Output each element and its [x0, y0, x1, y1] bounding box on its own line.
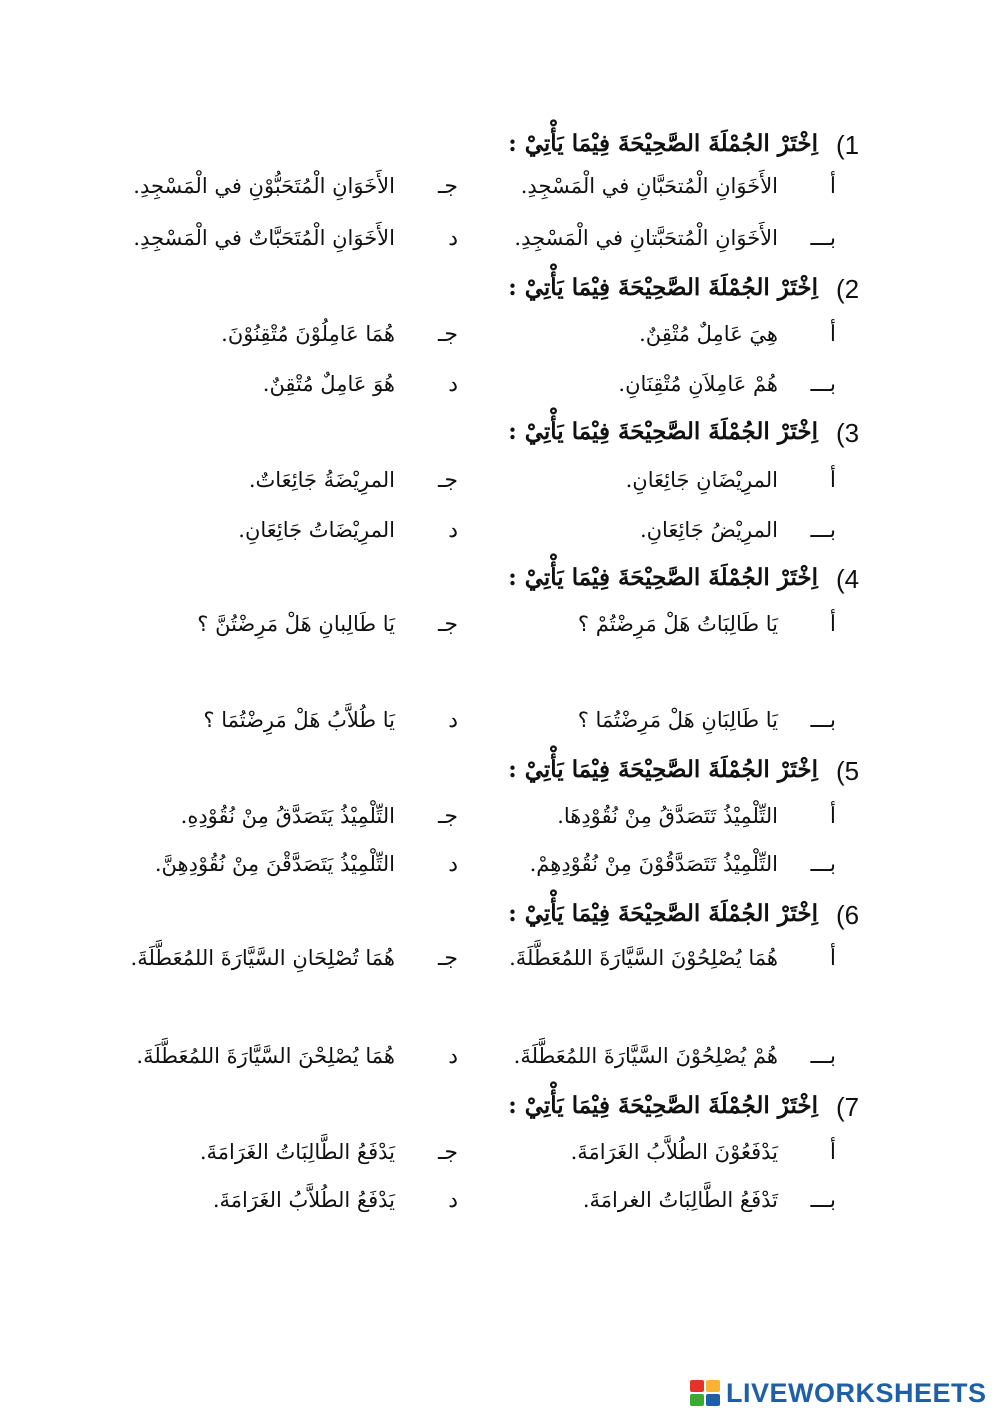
option-a-text[interactable]: المرِيْضَانِ جَائِعَانِ.	[625, 468, 778, 492]
option-c-text[interactable]: يَا طَالِبانِ هَلْ مَرِضْتُنَّ ؟	[197, 612, 395, 636]
option-d-letter: د	[448, 708, 458, 733]
option-a-text[interactable]: الأَخَوَانِ الْمُتحَبَّانِ في الْمَسْجِدِ.	[520, 174, 778, 198]
option-b-letter: بـــ	[810, 518, 836, 543]
option-d-text[interactable]: هُمَا يُصْلِحْنَ السَّيَّارَةَ اللمُعَطَّلَةَ.	[136, 1044, 395, 1068]
question-instruction: اِخْتَرْ الجُمْلَةَ الصَّحِيْحَةَ فِيْمَا يَأْتِيْ :	[508, 900, 818, 927]
question-instruction: اِخْتَرْ الجُمْلَةَ الصَّحِيْحَةَ فِيْمَا يَأْتِيْ :	[508, 756, 818, 783]
question-instruction: اِخْتَرْ الجُمْلَةَ الصَّحِيْحَةَ فِيْمَا يَأْتِيْ :	[508, 1092, 818, 1119]
option-b-text[interactable]: المرِيْضُ جَائِعَانِ.	[639, 518, 778, 542]
option-a-letter: أ	[829, 174, 836, 199]
option-c-letter: جـ	[437, 174, 458, 199]
option-c-text[interactable]: هُمَا تُصْلِحَانِ السَّيَّارَةَ اللمُعَطَّلَةَ.	[130, 946, 395, 970]
question-5-row-2	[0, 848, 1000, 888]
option-b-letter: بـــ	[810, 226, 836, 251]
option-a-letter: أ	[829, 612, 836, 637]
question-2-row-2	[0, 368, 1000, 408]
option-a-letter: أ	[829, 1140, 836, 1165]
question-number: (7	[836, 1092, 860, 1122]
option-a-letter: أ	[829, 322, 836, 347]
option-d-letter: د	[448, 372, 458, 397]
brand-name: LIVEWORKSHEETS	[726, 1377, 987, 1408]
option-b-text[interactable]: هُمْ يُصْلِحُوْنَ السَّيَّارَةَ اللمُعَطَّلَةَ.	[513, 1044, 778, 1068]
logo-square-blue	[706, 1394, 720, 1406]
question-5-row-1	[0, 800, 1000, 840]
option-c-text[interactable]: يَدْفَعُ الطَّالِبَاتُ الغَرَامَةَ.	[199, 1140, 395, 1164]
question-6-header	[0, 896, 1000, 936]
option-d-text[interactable]: يَا طُلاَّبُ هَلْ مَرِضْتُمَا ؟	[203, 708, 395, 732]
option-d-text[interactable]: هُوَ عَامِلٌ مُتْقِنٌ.	[262, 372, 395, 396]
liveworksheets-logo-icon	[690, 1380, 720, 1406]
question-number: (3	[836, 418, 860, 448]
option-d-letter: د	[448, 518, 458, 543]
option-c-letter: جـ	[437, 322, 458, 347]
liveworksheets-logo	[690, 1378, 987, 1408]
option-c-letter: جـ	[437, 804, 458, 829]
question-7-header	[0, 1088, 1000, 1128]
question-1-header	[0, 126, 1000, 166]
question-2-row-1	[0, 318, 1000, 358]
option-b-letter: بـــ	[810, 1044, 836, 1069]
option-c-letter: جـ	[437, 468, 458, 493]
option-d-text[interactable]: يَدْفَعُ الطُلاَّبُ الغَرَامَةَ.	[212, 1188, 395, 1212]
question-4-row-1	[0, 608, 1000, 648]
option-c-text[interactable]: الأَخَوَانِ الْمُتَحَبُّوْنِ في الْمَسْجِدِ.	[133, 174, 395, 198]
option-b-letter: بـــ	[810, 852, 836, 877]
question-3-row-1	[0, 464, 1000, 504]
question-instruction: اِخْتَرْ الجُمْلَةَ الصَّحِيْحَةَ فِيْمَا يَأْتِيْ :	[508, 130, 818, 157]
question-7-row-1	[0, 1136, 1000, 1176]
question-number: (4	[836, 564, 860, 594]
option-b-letter: بـــ	[810, 372, 836, 397]
option-c-letter: جـ	[437, 1140, 458, 1165]
question-1-row-1	[0, 170, 1000, 210]
option-d-letter: د	[448, 226, 458, 251]
question-number: (1	[836, 130, 860, 160]
option-d-letter: د	[448, 1188, 458, 1213]
option-b-text[interactable]: الأَخَوَانِ الْمُتحَبَّتانِ في الْمَسْجِدِ.	[514, 226, 778, 250]
logo-square-yellow	[706, 1380, 720, 1392]
logo-square-green	[690, 1394, 704, 1406]
option-b-text[interactable]: تَدْفَعُ الطَّالِبَاتُ الغرامَةَ.	[582, 1188, 778, 1212]
option-a-text[interactable]: التِّلْمِيْذُ تَتَصَدَّقُ مِنْ نُقُوْدِهَا.	[557, 804, 778, 828]
option-b-text[interactable]: التِّلْمِيْذُ تَتَصَدَّقُوْنَ مِنْ نُقُوْدِهِمْ.	[529, 852, 778, 876]
question-6-row-1	[0, 942, 1000, 982]
question-1-row-2	[0, 222, 1000, 262]
question-6-row-2	[0, 1040, 1000, 1080]
question-number: (6	[836, 900, 860, 930]
option-d-letter: د	[448, 852, 458, 877]
option-a-letter: أ	[829, 946, 836, 971]
option-a-text[interactable]: يَدْفَعُوْنَ الطُلاَّبُ الغَرَامَةَ.	[570, 1140, 778, 1164]
question-7-row-2	[0, 1184, 1000, 1224]
option-c-letter: جـ	[437, 612, 458, 637]
option-a-letter: أ	[829, 804, 836, 829]
question-number: (2	[836, 274, 860, 304]
question-instruction: اِخْتَرْ الجُمْلَةَ الصَّحِيْحَةَ فِيْمَا يَأْتِيْ :	[508, 418, 818, 445]
option-c-letter: جـ	[437, 946, 458, 971]
option-c-text[interactable]: هُمَا عَامِلُوْنَ مُتْقِنُوْنَ.	[221, 322, 395, 346]
question-number: (5	[836, 756, 860, 786]
option-b-letter: بـــ	[810, 708, 836, 733]
option-a-text[interactable]: هُمَا يُصْلِحُوْنَ السَّيَّارَةَ اللمُعَطَّلَةَ.	[509, 946, 778, 970]
question-4-header	[0, 560, 1000, 600]
option-b-letter: بـــ	[810, 1188, 836, 1213]
option-d-text[interactable]: التِّلْمِيْذُ يَتَصَدَّقْنَ مِنْ نُقُوْدِهِنَّ.	[154, 852, 395, 876]
option-a-text[interactable]: هِيَ عَامِلٌ مُتْقِنٌ.	[639, 322, 778, 346]
question-instruction: اِخْتَرْ الجُمْلَةَ الصَّحِيْحَةَ فِيْمَا يَأْتِيْ :	[508, 274, 818, 301]
logo-square-red	[690, 1380, 704, 1392]
question-2-header	[0, 270, 1000, 310]
option-d-text[interactable]: الأَخَوَانِ الْمُتَحَبَّاتٌ في الْمَسْجِدِ.	[133, 226, 395, 250]
option-c-text[interactable]: التِّلْمِيْذُ يَتَصَدَّقُ مِنْ نُقُوْدِهِ.	[180, 804, 395, 828]
option-a-text[interactable]: يَا طَالِبَاتُ هَلْ مَرِضْتُمْ ؟	[577, 612, 778, 636]
option-a-letter: أ	[829, 468, 836, 493]
option-d-letter: د	[448, 1044, 458, 1069]
question-3-row-2	[0, 514, 1000, 554]
option-b-text[interactable]: يَا طَالِبَانِ هَلْ مَرِضْتُمَا ؟	[577, 708, 778, 732]
option-d-text[interactable]: المرِيْضَاتُ جَائِعَانِ.	[238, 518, 395, 542]
option-b-text[interactable]: هُمْ عَامِلاَنِ مُتْقِنَانِ.	[618, 372, 778, 396]
question-instruction: اِخْتَرْ الجُمْلَةَ الصَّحِيْحَةَ فِيْمَا يَأْتِيْ :	[508, 564, 818, 591]
question-5-header	[0, 752, 1000, 792]
option-c-text[interactable]: المرِيْضَةُ جَائِعَاتٌ.	[248, 468, 395, 492]
question-4-row-2	[0, 704, 1000, 744]
question-3-header	[0, 414, 1000, 454]
